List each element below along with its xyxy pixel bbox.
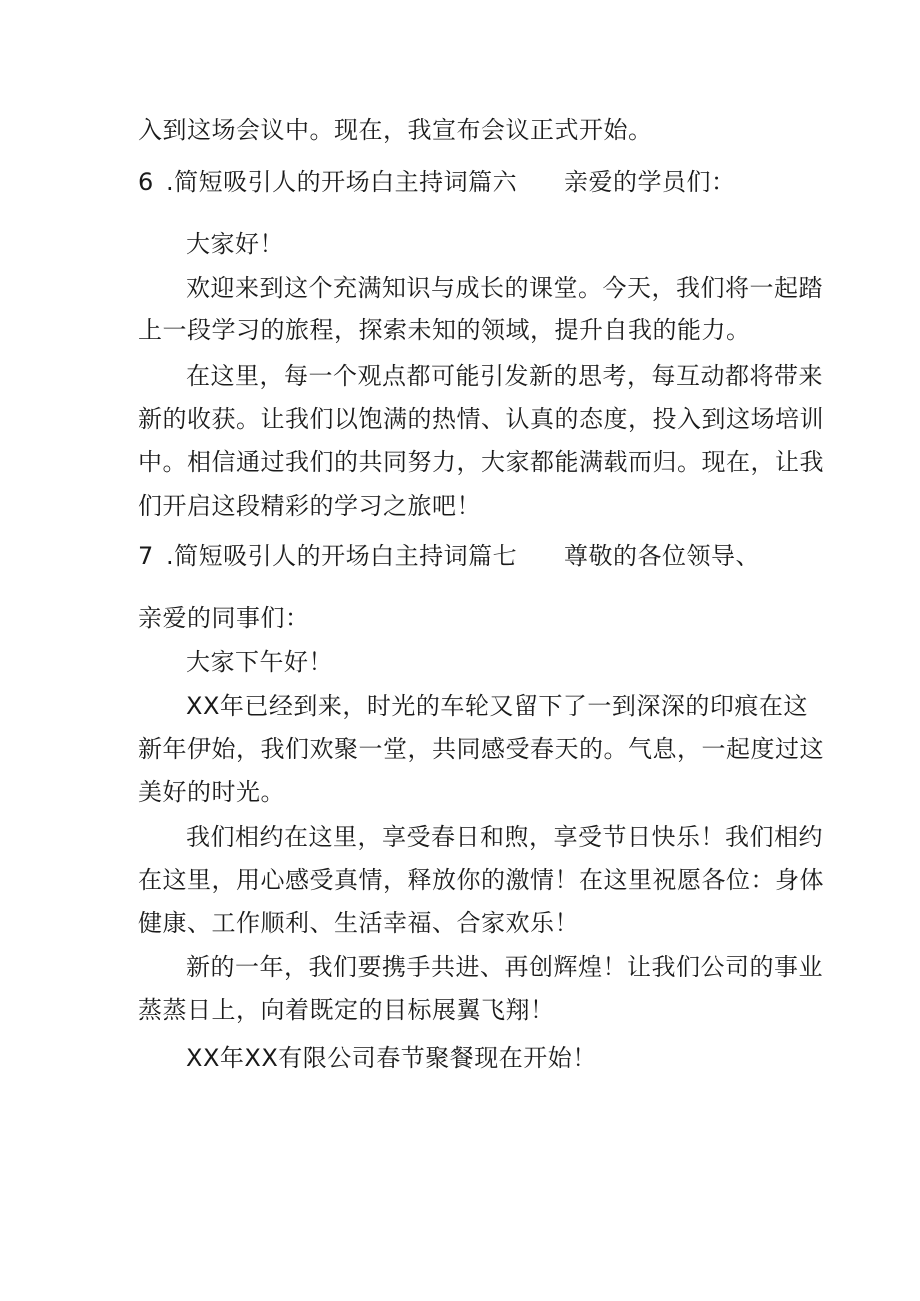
section-salutation: 亲爱的学员们： <box>564 168 736 196</box>
paragraph-line: 入到这场会议中。现在，我宣布会议正式开始。 <box>138 116 653 144</box>
section-title: .简短吸引人的开场白主持词篇六 <box>166 168 518 196</box>
section-salutation: 尊敬的各位领导、 <box>564 542 760 570</box>
paragraph-line: 美好的时光。 <box>138 778 285 806</box>
section-title: .简短吸引人的开场白主持词篇七 <box>166 542 518 570</box>
closing-line: XX年XX有限公司春节聚餐现在开始！ <box>186 1044 597 1072</box>
paragraph-line: 蒸蒸日上，向着既定的目标展翼飞翔！ <box>138 996 555 1024</box>
paragraph-line: 新的一年，我们要携手共进、再创辉煌！让我们公司的事业 <box>186 953 823 981</box>
paragraph-line: 新年伊始，我们欢聚一堂，共同感受春天的。气息，一起度过这 <box>138 735 824 763</box>
greeting-line: 大家好！ <box>186 230 284 258</box>
paragraph-line: 健康、工作顺利、生活幸福、合家欢乐！ <box>138 909 579 937</box>
paragraph-line: 在这里，用心感受真情，释放你的激情！在这里祝愿各位：身体 <box>138 866 824 894</box>
paragraph-line: 在这里，每一个观点都可能引发新的思考，每互动都将带来 <box>186 362 823 390</box>
paragraph-line: 新的收获。让我们以饱满的热情、认真的态度，投入到这场培训 <box>138 405 824 433</box>
section-number: 7 <box>138 542 154 570</box>
salutation-line: 亲爱的同事们： <box>138 604 310 632</box>
section-heading-6 <box>138 166 736 198</box>
paragraph-line: 中。相信通过我们的共同努力，大家都能满载而归。现在，让我 <box>138 448 824 476</box>
paragraph-line: 欢迎来到这个充满知识与成长的课堂。今天，我们将一起踏 <box>186 274 823 302</box>
paragraph-line: 上一段学习的旅程，探索未知的领域，提升自我的能力。 <box>138 316 751 344</box>
section-number: 6 <box>138 168 154 196</box>
paragraph-line: 们开启这段精彩的学习之旅吧！ <box>138 492 481 520</box>
section-heading-7 <box>138 540 760 572</box>
paragraph-line: 我们相约在这里，享受春日和煦，享受节日快乐！我们相约 <box>186 823 823 851</box>
paragraph-line: XX年已经到来，时光的车轮又留下了一到深深的印痕在这 <box>186 692 808 720</box>
greeting-line: 大家下午好！ <box>186 648 333 676</box>
